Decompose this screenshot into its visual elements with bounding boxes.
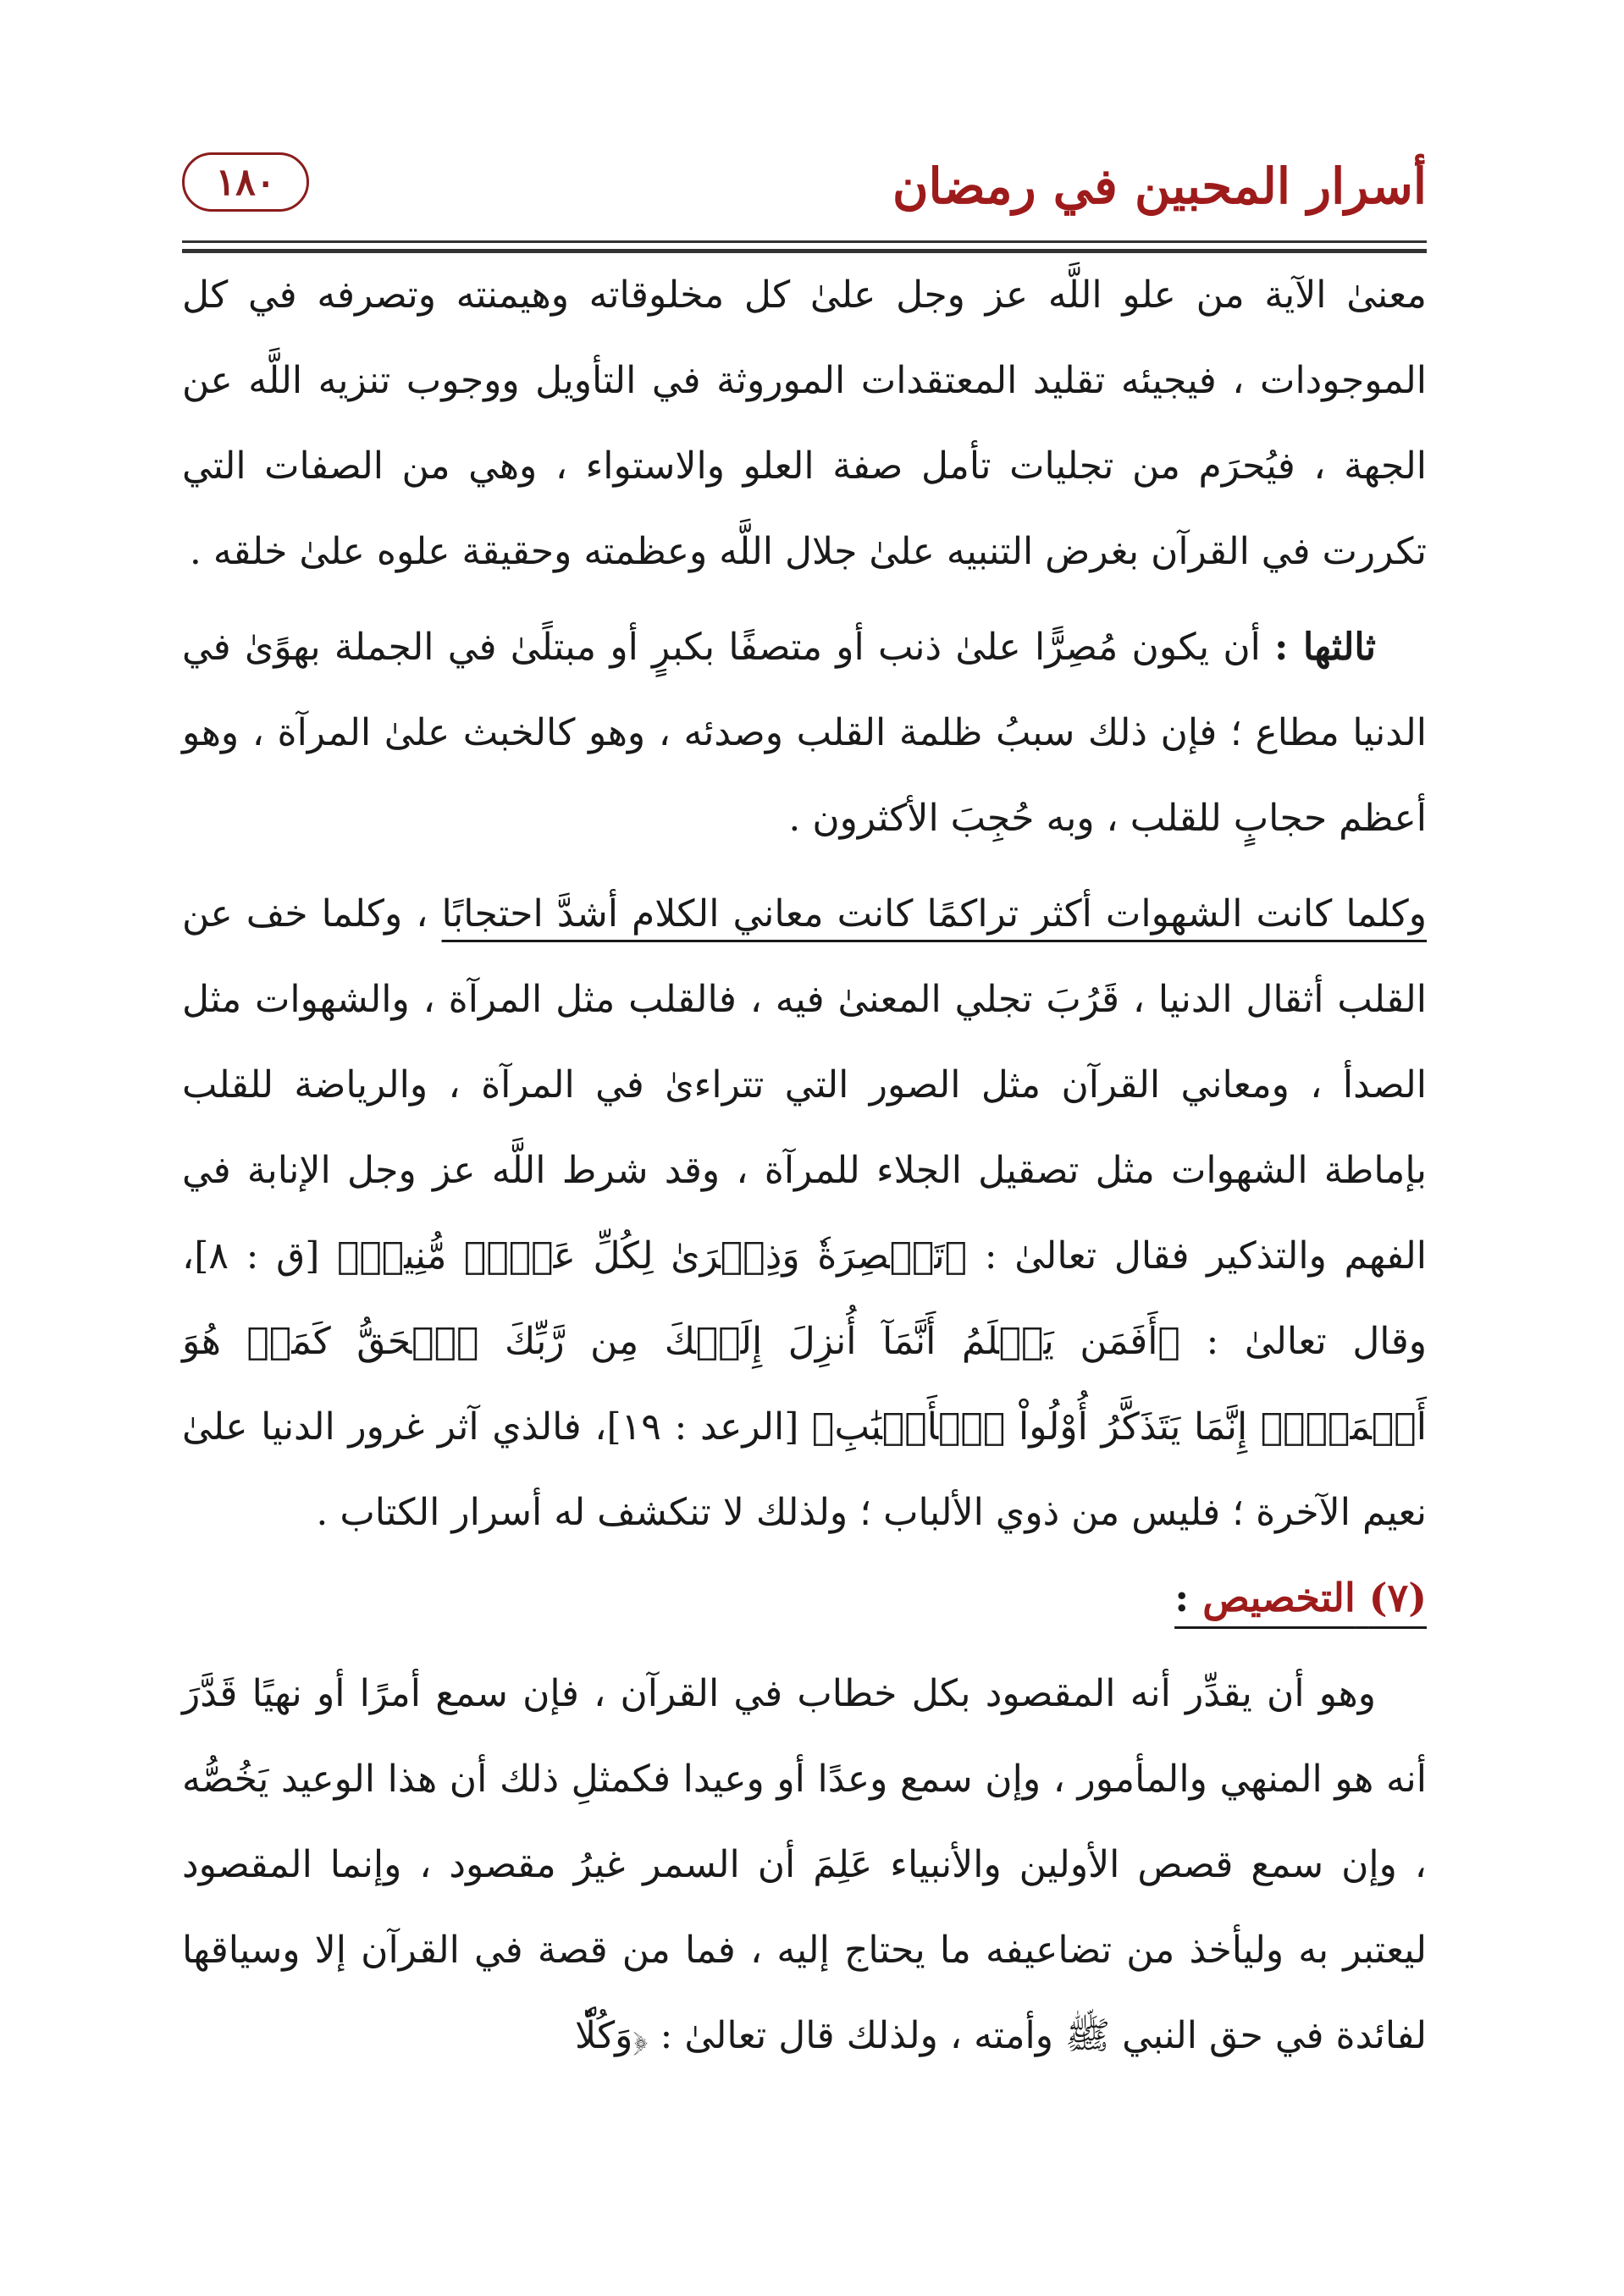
verse-reference-2: [الرعد : ١٩] <box>606 1405 813 1449</box>
page-header <box>182 146 1427 226</box>
paragraph-3-text-a: ، وكلما خف عن القلب أثقال الدنيا ، قَرُبَ تجلي المعنىٰ فيه ، فالقلب مثل المرآة ، والشهوات مثل الصدأ ، ومعاني القرآن مثل الصور التي تتراءىٰ في المرآة ، والرياضة للقلب بإماطة الشهوات مثل تصقيل الجلاء للمرآة ، وقد شرط اللَّه عز وجل الإنابة في الفهم والتذكير فقال تعالىٰ : <box>182 892 1427 1278</box>
paragraph-4 <box>182 1651 1427 2078</box>
section-number: (٧) <box>1368 1575 1427 1620</box>
underlined-sentence: وكلما كانت الشهوات أكثر تراكمًا كانت معاني الكلام أشدَّ احتجابًا <box>441 892 1428 936</box>
section-heading-underline <box>1174 1575 1427 1620</box>
page-body <box>182 252 1427 2078</box>
paragraph-3-text-c: ، فالذي آثر غرور الدنيا علىٰ نعيم الآخرة ؛ فليس من ذوي الألباب ؛ ولذلك لا تنكشف له أسرار الكتاب . <box>182 1405 1427 1534</box>
paragraph-3-text-b: وقال تعالىٰ : <box>1179 1320 1427 1363</box>
quran-verse-2: ﴿أَفَمَن يَعۡلَمُ أَنَّمَآ أُنزِلَ إِلَيۡكَ مِن رَّبِّكَ ٱلۡحَقُّ كَمَنۡ هُوَ أَعۡمَىٰٓۚ إِنَّمَا يَتَذَكَّرُ أُوْلُواْ ٱلۡأَلۡبَٰبِ﴾ <box>182 1320 1427 1449</box>
paragraph-2-text: أن يكون مُصِرًّا علىٰ ذنب أو متصفًا بكبرٍ أو مبتلًىٰ في الجملة بهوًىٰ في الدنيا مطاع ؛ فإن ذلك سببُ ظلمة القلب وصدئه ، وهو كالخبث علىٰ المرآة ، وهو أعظم حجابٍ للقلب ، وبه حُجِبَ الأكثرون . <box>182 626 1427 840</box>
quran-verse-1: ﴿تَبۡصِرَةٗ وَذِكۡرَىٰ لِكُلِّ عَبۡدٖ مُّنِيبٖ﴾ <box>337 1234 968 1278</box>
quran-verse-3: ﴿وَكُلّٗا <box>574 2014 649 2057</box>
page-number: ١٨٠ <box>215 160 276 204</box>
page-number-badge <box>182 152 309 212</box>
section-heading <box>182 1555 1427 1641</box>
header-rule-thin <box>182 240 1427 243</box>
paragraph-2 <box>182 604 1427 861</box>
paragraph-3 <box>182 871 1427 1555</box>
verse-reference-1: [ق : ٨]، <box>182 1234 338 1278</box>
paragraph-1: معنىٰ الآية من علو اللَّه عز وجل علىٰ كل مخلوقاته وهيمنته وتصرفه في كل الموجودات ، فيجيئه تقليد المعتقدات الموروثة في التأويل ووجوب تنزيه اللَّه عن الجهة ، فيُحرَم من تجليات تأمل صفة العلو والاستواء ، وهي من الصفات التي تكررت في القرآن بغرض التنبيه علىٰ جلال اللَّه وعظمته وحقيقة علوه علىٰ خلقه . <box>182 273 1427 573</box>
book-title: أسرار المحبين في رمضان <box>892 157 1427 215</box>
section-colon: : <box>1174 1575 1203 1620</box>
section-title: التخصيص <box>1202 1575 1356 1620</box>
paragraph-2-lead: ثالثها : <box>1274 626 1376 669</box>
paragraph-4-text: وهو أن يقدِّر أنه المقصود بكل خطاب في القرآن ، فإن سمع أمرًا أو نهيًا قَدَّرَ أنه هو المنهي والمأمور ، وإن سمع وعدًا أو وعيدا فكمثلِ ذلك أن هذا الوعيد يَخُصُّه ، وإن سمع قصص الأولين والأنبياء عَلِمَ أن السمر غيرُ مقصود ، وإنما المقصود ليعتبر به وليأخذ من تضاعيفه ما يحتاج إليه ، فما من قصة في القرآن إلا وسياقها لفائدة في حق النبي ﷺ وأمته ، ولذلك قال تعالىٰ : <box>182 1672 1427 2057</box>
